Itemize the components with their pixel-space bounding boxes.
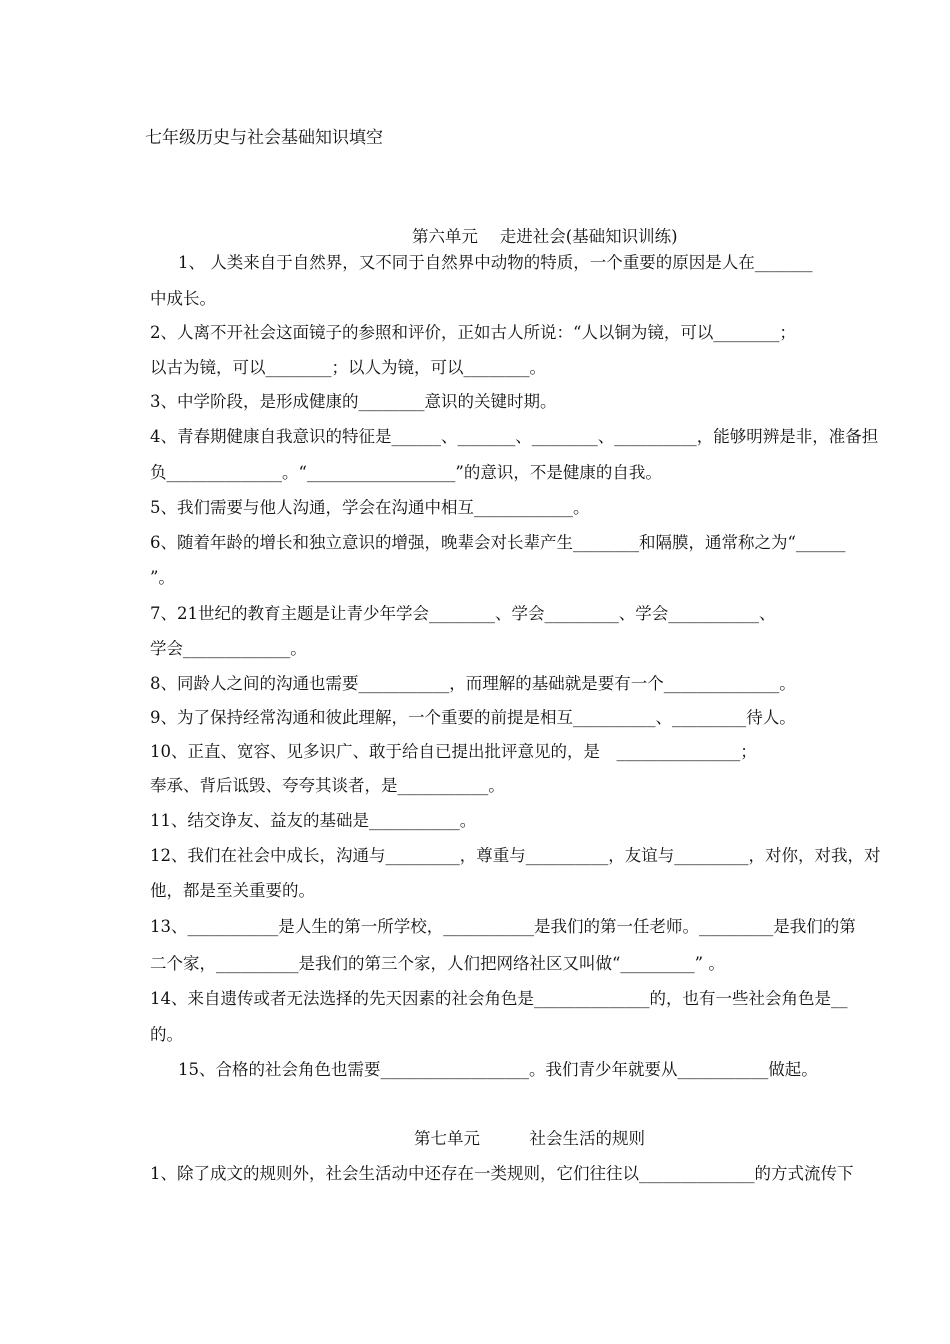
unit6-line-22: 14、来自遗传或者无法选择的先天因素的社会角色是______________的，也有一些社会角色是__ bbox=[150, 989, 848, 1008]
unit6-line-6: 4、青春期健康自我意识的特征是______、_______、________、__________，能够明辨是非，准备担 bbox=[150, 427, 879, 446]
unit6-line-24: 15、合格的社会角色也需要__________________。我们青少年就要从___________做起。 bbox=[178, 1060, 818, 1079]
unit6-line-10: ”。 bbox=[150, 568, 175, 587]
unit6-line-13: 8、同龄人之间的沟通也需要___________，而理解的基础就是要有一个______________。 bbox=[150, 674, 796, 693]
unit6-line-19: 他，都是至关重要的。 bbox=[150, 881, 315, 900]
unit6-line-21: 二个家，__________是我们的第三个家，人们把网络社区又叫做“_________” 。 bbox=[150, 954, 725, 973]
unit6-line-16: 奉承、背后诋毁、夸夸其谈者，是___________。 bbox=[150, 776, 505, 795]
unit6-line-5: 3、中学阶段，是形成健康的________意识的关键时期。 bbox=[150, 392, 557, 411]
unit7-line-1: 1、除了成文的规则外，社会生活动中还存在一类规则，它们往往以______________的方式流传下 bbox=[150, 1164, 854, 1183]
unit6-heading: 第六单元 走进社会(基础知识训练) bbox=[412, 227, 678, 246]
unit6-line-20: 13、___________是人生的第一所学校，___________是我们的第一任老师。_________是我们的第 bbox=[150, 917, 856, 936]
unit6-line-8: 5、我们需要与他人沟通，学会在沟通中相互____________。 bbox=[150, 498, 590, 517]
unit6-line-14: 9、为了保持经常沟通和彼此理解，一个重要的前提是相互__________、_________待人。 bbox=[150, 708, 796, 727]
unit7-heading: 第七单元 社会生活的规则 bbox=[414, 1129, 645, 1148]
unit6-line-23: 的。 bbox=[150, 1025, 183, 1044]
unit6-line-7: 负______________。“__________________”的意识，不是健康的自我。 bbox=[150, 463, 662, 482]
unit6-line-17: 11、结交诤友、益友的基础是___________。 bbox=[150, 811, 477, 830]
unit6-line-9: 6、随着年龄的增长和独立意识的增强，晚辈会对长辈产生________和隔膜，通常称之为“______ bbox=[150, 533, 846, 552]
document-title: 七年级历史与社会基础知识填空 bbox=[145, 128, 383, 148]
unit6-line-2: 中成长。 bbox=[150, 289, 216, 308]
unit6-line-15: 10、正直、宽容、见多识广、敢于给自已提出批评意见的，是 _______________； bbox=[150, 742, 757, 761]
unit6-line-1: 1、 人类来自于自然界，又不同于自然界中动物的特质，一个重要的原因是人在_______ bbox=[178, 253, 813, 272]
unit6-line-11: 7、21世纪的教育主题是让青少年学会________、学会_________、学会___________、 bbox=[150, 604, 776, 623]
unit6-line-4: 以古为镜，可以________；以人为镜，可以________。 bbox=[150, 358, 546, 377]
unit6-line-18: 12、我们在社会中成长，沟通与_________，尊重与__________，友谊与_________，对你，对我，对 bbox=[150, 846, 881, 865]
unit6-line-3: 2、人离不开社会这面镜子的参照和评价，正如古人所说：“人以铜为镜，可以________； bbox=[150, 323, 796, 342]
unit6-line-12: 学会_____________。 bbox=[150, 639, 307, 658]
